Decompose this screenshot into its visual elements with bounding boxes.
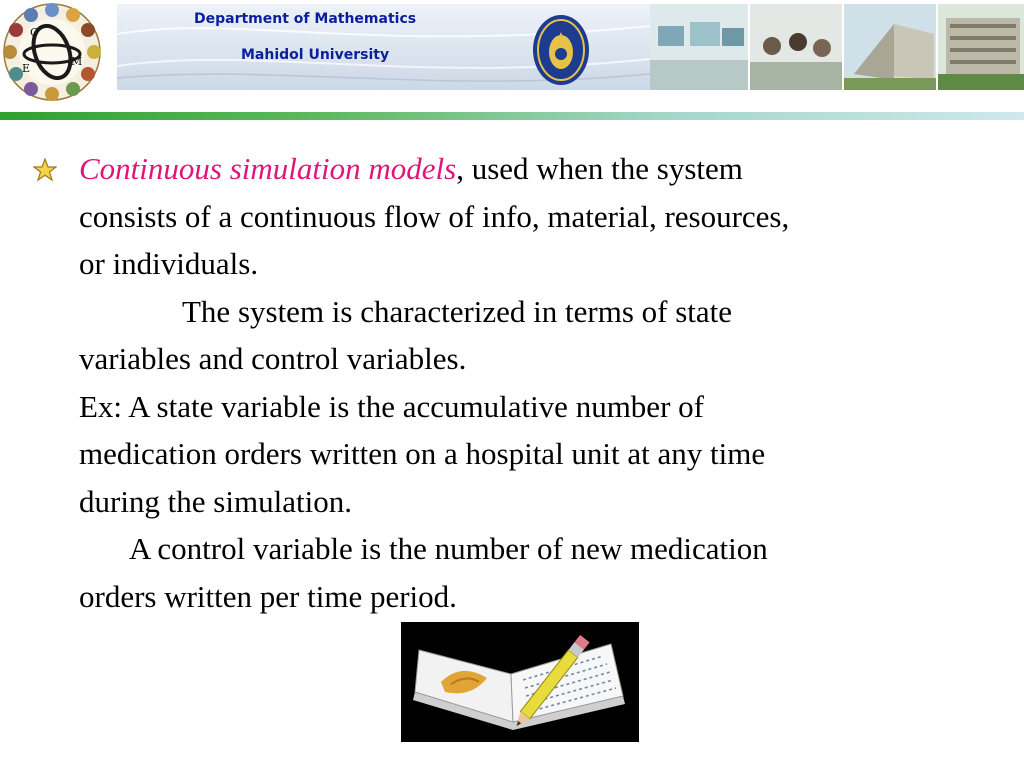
classroom-photo	[750, 4, 842, 90]
star-bullet-icon	[33, 158, 57, 182]
building-photo	[844, 4, 936, 90]
department-name: Department of Mathematics	[194, 11, 417, 27]
text-line-1: Continuous simulation models, used when the system	[79, 151, 743, 186]
highlighted-term: Continuous simulation models	[79, 151, 457, 186]
text-line-2: consists of a continuous flow of info, material, resources,	[79, 198, 790, 234]
header-banner	[117, 4, 650, 90]
text-line-9: A control variable is the number of new medication	[129, 531, 768, 566]
cem-logo	[2, 2, 102, 102]
logo-letter-e: E	[22, 62, 31, 75]
text-line-8: during the simulation.	[79, 483, 352, 519]
university-name: Mahidol University	[241, 47, 390, 63]
header-divider	[0, 112, 1024, 120]
logo-letter-m: M	[71, 55, 83, 68]
header-photo-strip	[650, 4, 1024, 90]
logo-letter-c: C	[30, 26, 39, 39]
text-line-4: The system is characterized in terms of state	[182, 293, 733, 329]
slide-header	[0, 0, 1024, 118]
text-line-7: medication orders written on a hospital unit at any time	[79, 436, 766, 471]
open-book-pencil-icon	[401, 622, 639, 742]
text-line-3: or individuals.	[79, 246, 259, 281]
slide-body-text	[79, 145, 1009, 620]
open-book-pencil-image	[401, 622, 639, 742]
text-line-6: Ex: A state variable is the accumulative number of	[79, 388, 704, 424]
text-line-5: variables and control variables.	[79, 341, 467, 376]
text-line-10: orders written per time period.	[79, 578, 457, 614]
campus-building-photo	[938, 4, 1024, 90]
computer-lab-photo	[650, 4, 748, 90]
mahidol-seal-icon	[532, 14, 590, 86]
